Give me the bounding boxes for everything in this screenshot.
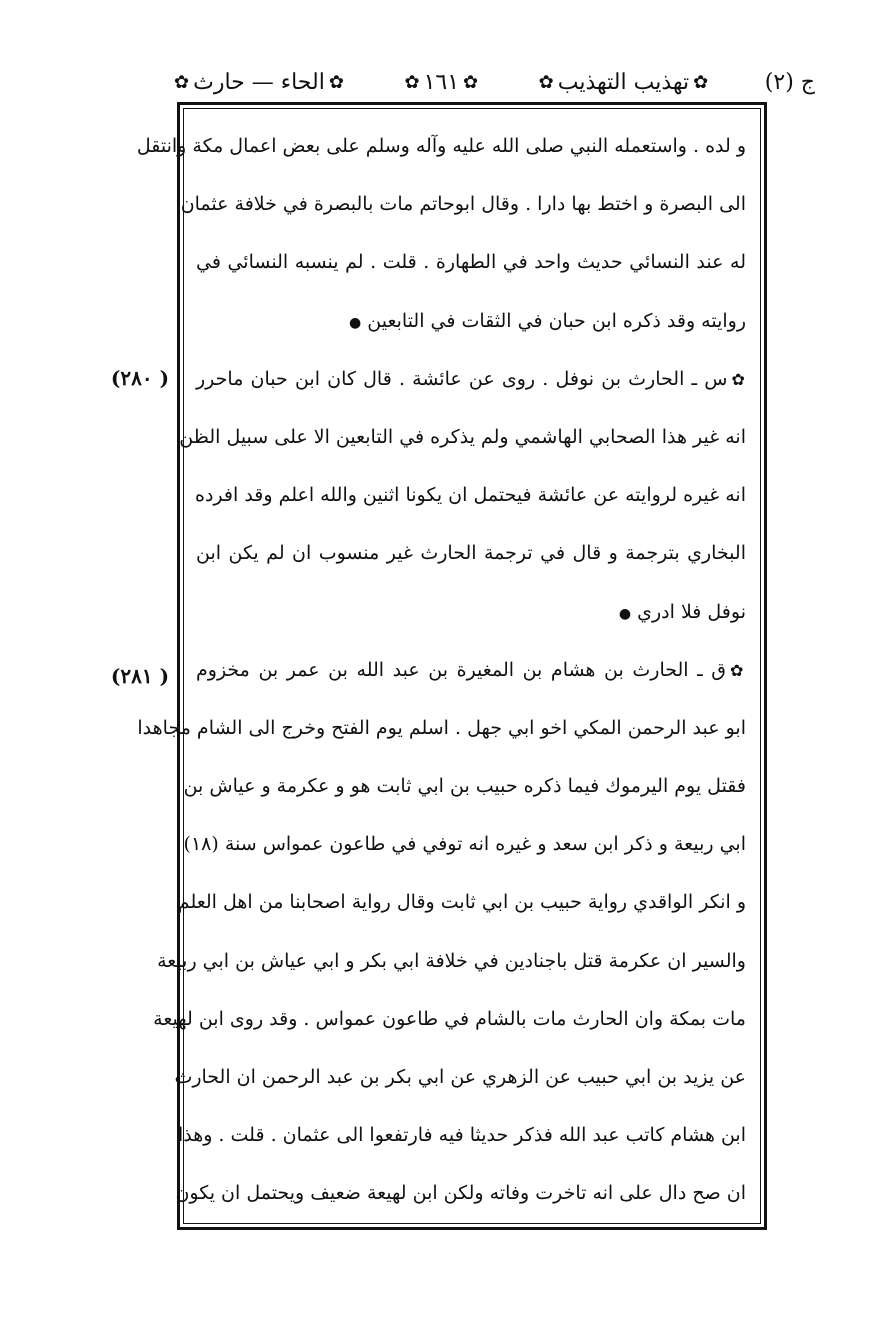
text-line: ابن هشام كاتب عبد الله فذكر حديثا فيه فارتفعوا الى عثمان . قلت . وهذا xyxy=(177,1124,746,1147)
entry-number-281: ( ٢٨١) xyxy=(110,664,170,688)
text-line: فقتل يوم اليرموك فيما ذكره حبيب بن ابي ثابت هو و عكرمة و عياش بن xyxy=(183,775,746,798)
entry-ornament-icon: ✿ xyxy=(731,369,747,389)
entry-ornament-icon: ✿ xyxy=(730,660,746,680)
text-line-content: س ـ الحارث بن نوفل . روى عن عائشة . قال كان ابن حبان ماحرر xyxy=(196,367,728,390)
text-line: ان صح دال على انه تاخرت وفاته ولكن ابن لهيعة ضعيف ويحتمل ان يكون xyxy=(175,1182,746,1205)
text-line: انه غيره لروايته عن عائشة فيحتمل ان يكونا اثنين والله اعلم وقد افرده xyxy=(195,484,746,507)
section-title xyxy=(170,70,348,95)
text-line: الى البصرة و اختط بها دارا . وقال ابوحاتم مات بالبصرة في خلافة عثمان xyxy=(180,193,746,216)
text-line: مات بمكة وان الحارث مات بالشام في طاعون عمواس . وقد روى ابن لهيعة xyxy=(153,1007,746,1030)
end-mark-icon: ● xyxy=(349,314,362,331)
text-line: و لده . واستعمله النبي صلى الله عليه وآله وسلم على بعض اعمال مكة وانتقل xyxy=(136,135,746,157)
ornament-icon: ✿ xyxy=(404,71,420,93)
text-line: والسير ان عكرمة قتل باجنادين في خلافة ابي بكر و ابي عياش بن ابي ربيعة xyxy=(157,949,746,972)
ornament-icon: ✿ xyxy=(174,71,190,93)
ornament-icon: ✿ xyxy=(463,71,479,93)
text-line: له عند النسائي حديث واحد في الطهارة . قلت . لم ينسبه النسائي في xyxy=(196,251,746,274)
text-line xyxy=(196,292,746,350)
entry-heading-line xyxy=(196,350,746,408)
ornament-icon: ✿ xyxy=(538,71,554,93)
text-line: و انكر الواقدي رواية حبيب بن ابي ثابت وقال رواية اصحابنا من اهل العلم xyxy=(177,891,746,914)
book-title-text: تهذيب التهذيب xyxy=(557,69,690,95)
volume-label xyxy=(765,70,815,95)
book-title xyxy=(535,70,713,95)
text-line xyxy=(196,583,746,641)
text-line: انه غير هذا الصحابي الهاشمي ولم يذكره في التابعين الا على سبيل الظن xyxy=(179,425,746,448)
text-line: ابو عبد الرحمن المكي اخو ابي جهل . اسلم يوم الفتح وخرج الى الشام مجاهدا xyxy=(137,716,746,739)
text-line-content: روايته وقد ذكره ابن حبان في الثقات في التابعين xyxy=(367,309,746,332)
text-line: ابي ربيعة و ذكر ابن سعد و غيره انه توفي في طاعون عمواس سنة (١٨) xyxy=(183,833,746,856)
text-line-content: ق ـ الحارث بن هشام بن المغيرة بن عبد الله بن عمر بن مخزوم xyxy=(196,658,727,681)
ornament-icon: ✿ xyxy=(328,71,344,93)
text-line-content: نوفل فلا ادري xyxy=(637,600,746,623)
volume-text: ج (٢) xyxy=(764,69,815,95)
section-title-text: الحاء — حارث xyxy=(193,69,325,95)
page-number-text: ١٦١ xyxy=(423,69,460,95)
ornament-icon: ✿ xyxy=(693,71,709,93)
text-line: عن يزيد بن ابي حبيب عن الزهري عن ابي بكر بن عبد الرحمن ان الحارث xyxy=(174,1066,746,1088)
entry-heading-line xyxy=(196,641,746,699)
page-number xyxy=(400,70,482,95)
running-header xyxy=(170,62,815,102)
end-mark-icon: ● xyxy=(618,605,632,622)
entry-number-280: ( ٢٨٠) xyxy=(110,366,170,390)
text-line: البخاري بترجمة و قال في ترجمة الحارث غير منسوب ان لم يكن ابن xyxy=(196,542,746,565)
